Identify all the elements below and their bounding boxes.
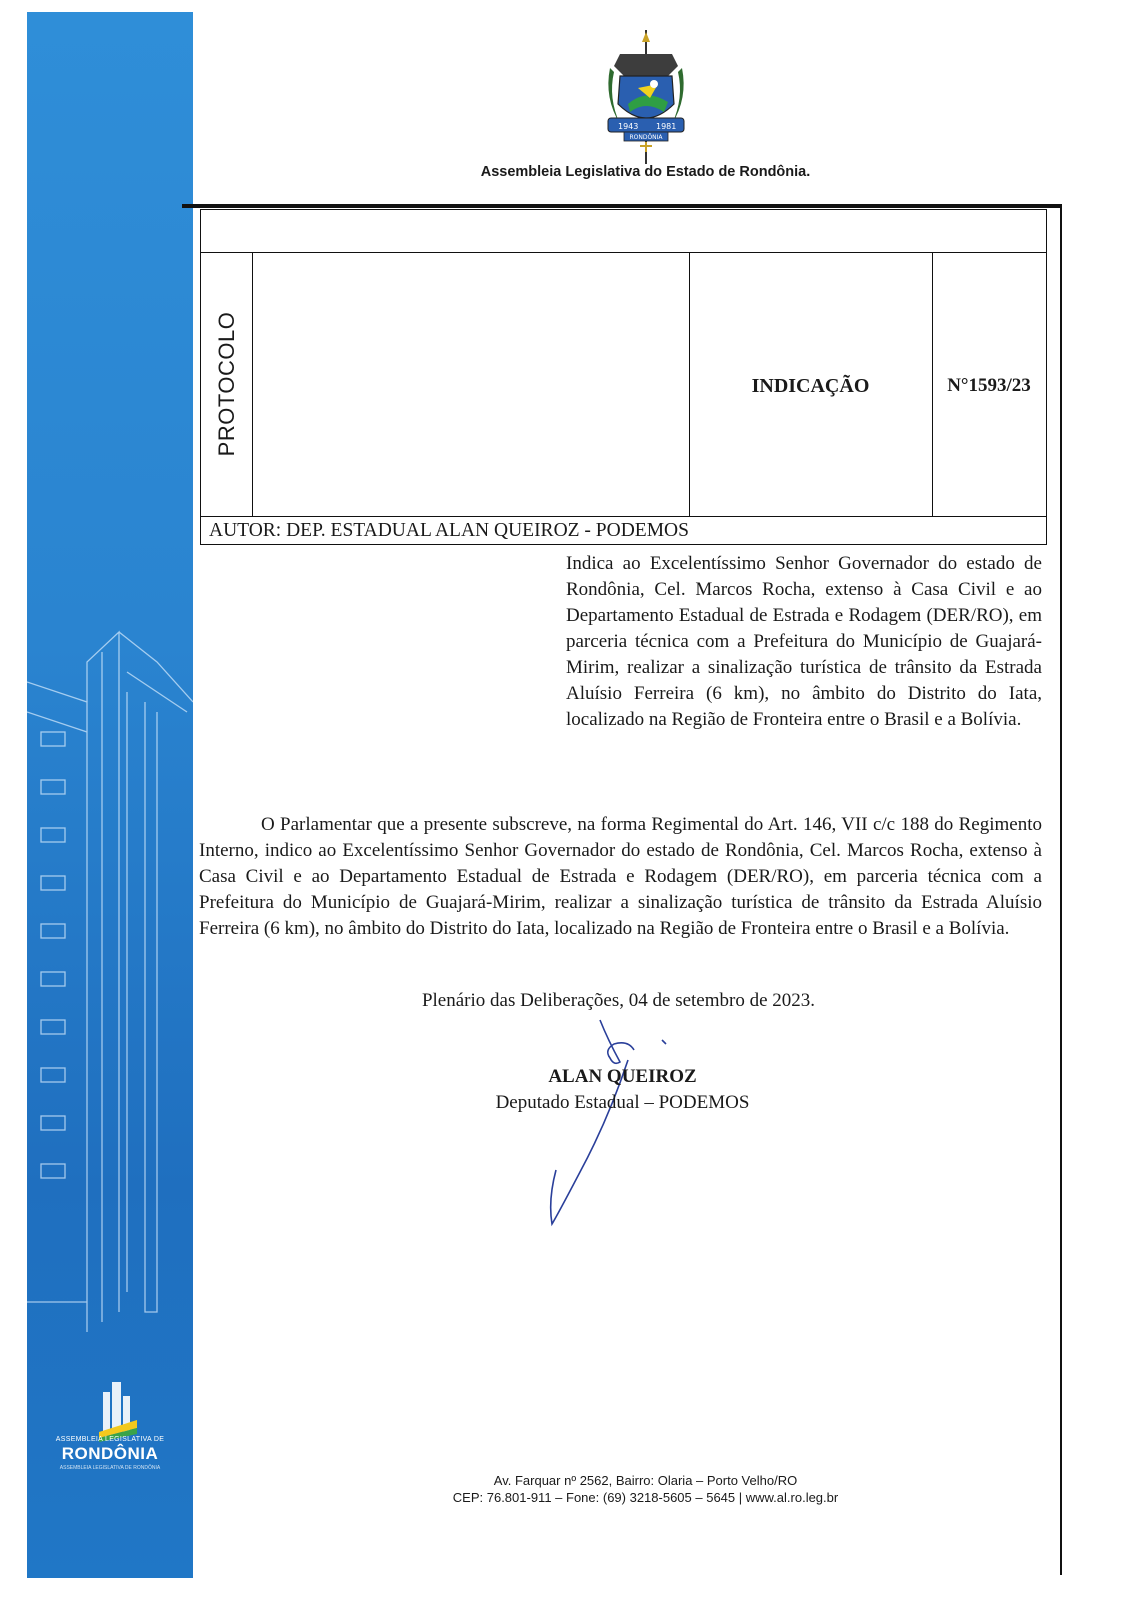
sidebar-logo-title: RONDÔNIA	[61, 1444, 159, 1463]
ementa-paragraph: Indica ao Excelentíssimo Senhor Governador do estado de Rondônia, Cel. Marcos Rocha, extenso à Casa Civil e ao Departamento Estadual de Estrada e Rodagem (DER/RO), em parceria técnica com a Prefeitura do Município de Guajará-Mirim, realizar a sinalização turística de trânsito da Estrada Aluísio Ferreira (6 km), no âmbito do Distrito do Iata, localizado na Região de Fronteira entre o Brasil e a Bolívia.	[566, 553, 1042, 730]
document-type: INDICAÇÃO	[689, 252, 933, 516]
body-paragraph: O Parlamentar que a presente subscreve, na forma Regimental do Art. 146, VII c/c 188 do Regimento Interno, indico ao Excelentíssimo Senhor Governador do estado de Rondônia, Cel. Marcos Rocha, extenso à Casa Civil e ao Departamento Estadual de Estrada e Rodagem (DER/RO), em parceria técnica com a Prefeitura do Município de Guajará-Mirim, realizar a sinalização turística de trânsito da Estrada Aluísio Ferreira (6 km), no âmbito do Distrito do Iata, localizado na Região de Fronteira entre o Brasil e a Bolívia.	[199, 814, 1042, 939]
handwritten-signature	[538, 1000, 678, 1230]
author-row: AUTOR: DEP. ESTADUAL ALAN QUEIROZ - PODEMOS	[201, 516, 1046, 544]
crest-year-right: 1981	[656, 122, 677, 131]
top-rule	[182, 204, 1062, 208]
protocol-label: PROTOCOLO	[213, 311, 239, 457]
sidebar-logo-small: ASSEMBLEIA LEGISLATIVA DE	[55, 1436, 165, 1443]
crest-year-left: 1943	[618, 122, 639, 131]
blank-cell	[252, 252, 690, 516]
footer-contact: CEP: 76.801-911 – Fone: (69) 3218-5605 – 5645 | www.al.ro.leg.br	[452, 1490, 839, 1505]
footer-address: Av. Farquar nº 2562, Bairro: Olaria – Porto Velho/RO	[493, 1473, 798, 1488]
table-header-row	[201, 210, 1046, 253]
building-outline-graphic	[27, 12, 193, 1578]
signatory-role: Deputado Estadual – PODEMOS	[495, 1092, 750, 1113]
decorative-sidebar	[27, 12, 193, 1578]
protocol-table	[200, 209, 1047, 545]
right-rule	[1060, 205, 1062, 1575]
institution-title: Assembleia Legislativa do Estado de Rondônia.	[480, 164, 811, 180]
sidebar-logo	[27, 1432, 193, 1471]
protocol-cell	[201, 252, 253, 516]
signatory-name: ALAN QUEIROZ	[548, 1066, 697, 1087]
document-number: N°1593/23	[947, 375, 1031, 396]
state-coat-of-arms-icon	[598, 28, 694, 164]
crest-ribbon: RONDÔNIA	[629, 134, 663, 141]
place-date: Plenário das Deliberações, 04 de setembro de 2023.	[421, 990, 816, 1011]
footer	[0, 1472, 1131, 1506]
sidebar-logo-tagline: ASSEMBLEIA LEGISLATIVA DE RONDÔNIA	[59, 1465, 161, 1471]
